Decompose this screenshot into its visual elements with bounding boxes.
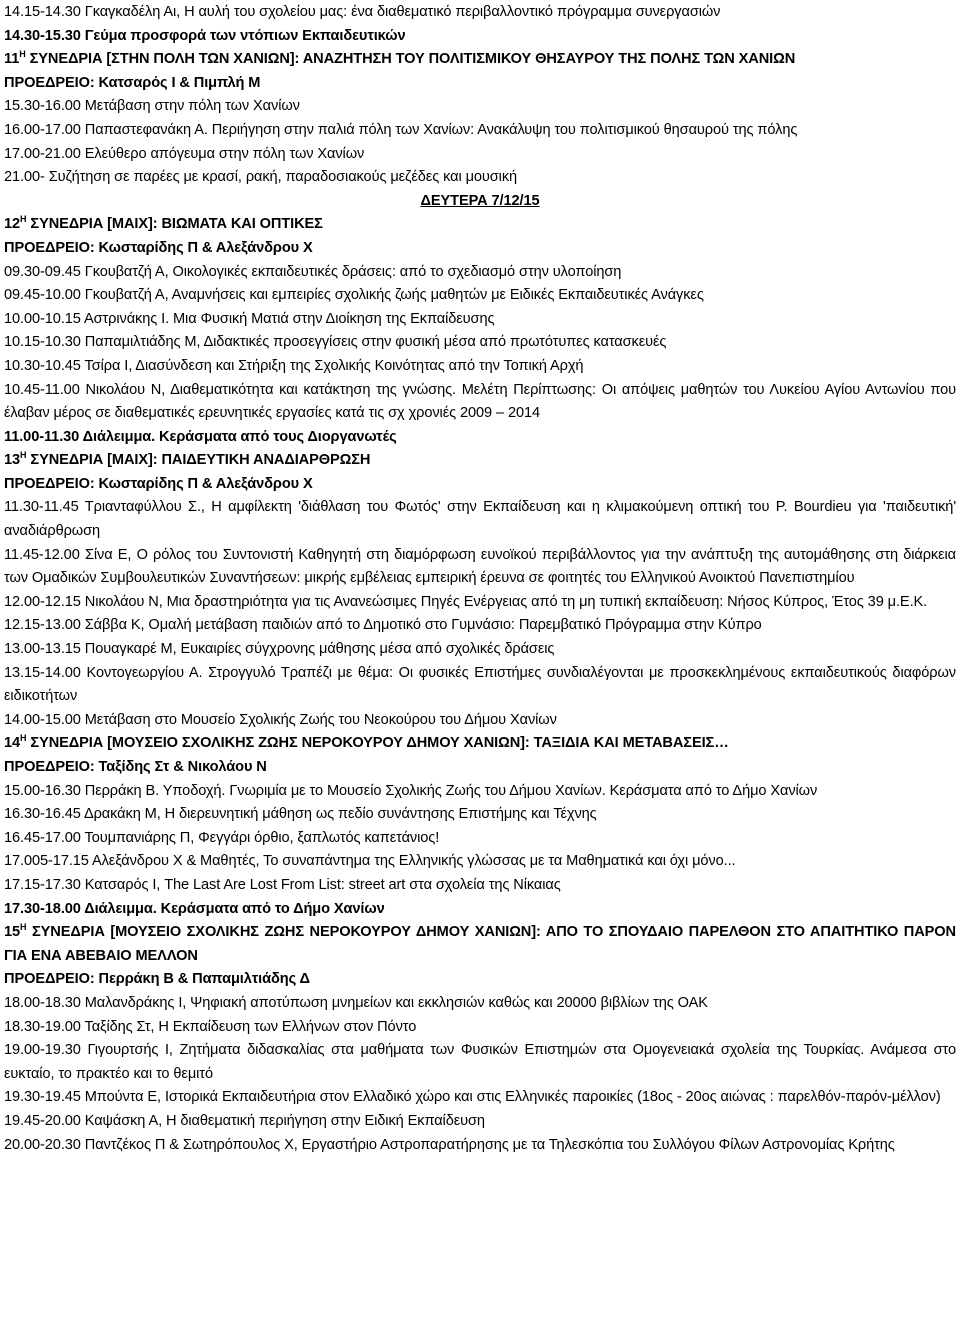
program-line	[4, 1110, 956, 1134]
line-text: 20.00-20.30 Παντζέκος Π & Σωτηρόπουλος Χ, Εργαστήριο Αστροπαρατήρησης με τα Τηλεσκόπια του Συλλόγου Φίλων Αστρονομίας Κρήτης	[4, 1136, 895, 1153]
program-line	[4, 379, 956, 426]
session-heading	[4, 48, 956, 72]
program-line	[4, 544, 956, 591]
session-heading	[4, 213, 956, 237]
line-text: 19.00-19.30 Γιγουρτσής Ι, Ζητήματα διδασκαλίας στα μαθήματα των Φυσικών Επιστημών στα Ομογενειακά σχολεία της Τουρκίας. Ανάμεσα στο ευκταίο, το πρακτέο και το θεμιτό	[4, 1042, 956, 1082]
program-line	[4, 850, 956, 874]
program-line	[4, 95, 956, 119]
program-line	[4, 662, 956, 709]
line-text: 13.15-14.00 Κοντογεωργίου Α. Στρογγυλό Τραπέζι με θέμα: Οι φυσικές Επιστήμες συνδιαλέγονται με προσκεκλημένους εκπαιδευτικούς διαφόρων ειδικοτήτων	[4, 664, 956, 705]
program-line	[4, 992, 956, 1016]
session-number: 11	[4, 51, 20, 68]
program-line	[4, 261, 956, 285]
line-text: 15.00-16.30 Περράκη Β. Υποδοχή. Γνωριμία με το Μουσείο Σχολικής Ζωής του Δήμου Χανίων. Κεράσματα από το Δήμο Χανίων	[4, 782, 818, 799]
program-line	[4, 591, 956, 615]
program-line	[4, 473, 956, 497]
line-text: 16.45-17.00 Τουμπανιάρης Π, Φεγγάρι όρθιο, ξαπλωτός καπετάνιος!	[4, 829, 440, 846]
line-text: ΣΥΝΕΔΡΙΑ [ΜΟΥΣΕΙΟ ΣΧΟΛΙΚΗΣ ΖΩΗΣ ΝΕΡΟΚΟΥΡΟΥ ΔΗΜΟΥ ΧΑΝΙΩΝ]: ΤΑΞΙΔΙΑ ΚΑΙ ΜΕΤΑΒΑΣΕΙΣ…	[26, 735, 729, 752]
program-line	[4, 119, 956, 143]
session-number-suffix: Η	[20, 922, 27, 933]
line-text: ΔΕΥΤΕΡΑ 7/12/15	[420, 192, 540, 209]
program-line	[4, 827, 956, 851]
line-text: ΣΥΝΕΔΡΙΑ [ΣΤΗΝ ΠΟΛΗ ΤΩΝ ΧΑΝΙΩΝ]: ΑΝΑΖΗΤΗΣΗ ΤΟΥ ΠΟΛΙΤΙΣΜΙΚΟΥ ΘΗΣΑΥΡΟΥ ΤΗΣ ΠΟΛΗΣ ΤΩΝ ΧΑΝΙΩΝ	[25, 51, 796, 68]
program-line	[4, 1039, 956, 1086]
line-text: 10.30-10.45 Τσίρα Ι, Διασύνδεση και Στήριξη της Σχολικής Κοινότητας από την Τοπική Αρχή	[4, 357, 584, 374]
program-line	[4, 331, 956, 355]
program-line	[4, 1134, 956, 1158]
line-text: 18.30-19.00 Ταξίδης Στ, Η Εκπαίδευση των Ελλήνων στον Πόντο	[4, 1018, 417, 1035]
session-number: 15	[4, 924, 21, 941]
line-text: 16.30-16.45 Δρακάκη Μ, Η διερευνητική μάθηση ως πεδίο συνάντησης Επιστήμης και Τέχνης	[4, 806, 597, 823]
line-text: 09.30-09.45 Γκουβατζή Α, Οικολογικές εκπαιδευτικές δράσεις: από το σχεδιασμό στην υλοποίηση	[4, 263, 622, 280]
session-number-suffix: Η	[20, 733, 27, 744]
line-text: 15.30-16.00 Μετάβαση στην πόλη των Χανίων	[4, 98, 300, 115]
program-line	[4, 756, 956, 780]
line-text: ΠΡΟΕΔΡΕΙΟ: Ταξίδης Στ & Νικολάου Ν	[4, 759, 267, 775]
session-heading	[4, 732, 956, 756]
line-text: 19.45-20.00 Καψάσκη Α, Η διαθεματική περιήγηση στην Ειδική Εκπαίδευση	[4, 1112, 485, 1129]
session-heading	[4, 449, 956, 473]
line-text: 16.00-17.00 Παπαστεφανάκη Α. Περιήγηση στην παλιά πόλη των Χανίων: Ανακάλυψη του πολιτισμικού θησαυρού της πόλης	[4, 121, 798, 138]
line-text: 17.005-17.15 Αλεξάνδρου Χ & Μαθητές, Το συναπάντημα της Ελληνικής γλώσσας με τα Μαθηματικά και όχι μόνο...	[4, 853, 736, 870]
line-text: 12.15-13.00 Σάββα Κ, Ομαλή μετάβαση παιδιών από το Δημοτικό στο Γυμνάσιο: Παρεμβατικό Πρόγραμμα στην Κύπρο	[4, 617, 762, 634]
program-line	[4, 426, 956, 450]
session-number-suffix: Η	[20, 214, 27, 225]
session-heading	[4, 921, 956, 968]
program-line	[4, 780, 956, 804]
line-text: 13.00-13.15 Πουαγκαρέ Μ, Ευκαιρίες σύγχρονης μάθησης μέσα από σχολικές δράσεις	[4, 641, 555, 658]
program-line	[4, 1016, 956, 1040]
program-line	[4, 72, 956, 96]
program-line	[4, 1086, 956, 1110]
line-text: 17.30-18.00 Διάλειμμα. Κεράσματα από το Δήμο Χανίων	[4, 900, 385, 917]
line-text: ΣΥΝΕΔΡΙΑ [ΜΑΙΧ]: ΒΙΩΜΑΤΑ ΚΑΙ ΟΠΤΙΚΕΣ	[26, 216, 323, 233]
line-text: ΠΡΟΕΔΡΕΙΟ: Περράκη Β & Παπαμιλτιάδης Δ	[4, 971, 310, 988]
program-line	[4, 143, 956, 167]
line-text: 14.00-15.00 Μετάβαση στο Μουσείο Σχολικής Ζωής του Νεοκούρου του Δήμου Χανίων	[4, 711, 557, 728]
line-text: 11.30-11.45 Τριανταφύλλου Σ., Η αμφίλεκτη 'διάθλαση του Φωτός' στην Εκπαίδευση και η κλιμακούμενη οπτική του P. Bourdieu για 'παιδευτική' αναδιάρθρωση	[4, 499, 956, 540]
program-line	[4, 1, 956, 25]
line-text: 17.15-17.30 Κατσαρός Ι, The Last Are Lost From List: street art στα σχολεία της Νίκαιας	[4, 876, 561, 893]
program-line	[4, 355, 956, 379]
program-line	[4, 614, 956, 638]
program-line	[4, 284, 956, 308]
line-text: 19.30-19.45 Μπούντα Ε, Ιστορικά Εκπαιδευτήρια στον Ελλαδικό χώρο και στις Ελληνικές παροικίες (18ος - 20ος αιώνας : παρελθόν-παρόν-μέλλον)	[4, 1089, 941, 1106]
day-heading	[4, 190, 956, 214]
session-number: 12	[4, 216, 21, 233]
program-line	[4, 874, 956, 898]
line-text: 12.00-12.15 Νικολάου Ν, Μια δραστηριότητα για τις Ανανεώσιμες Πηγές Ενέργειας από τη μη τυπική εκπαίδευση: Νήσος Κύπρος, Έτος 39 μ.Ε.Κ.	[4, 593, 928, 610]
line-text: 18.00-18.30 Μαλανδράκης Ι, Ψηφιακή αποτύπωση μνημείων και εκκλησιών καθώς και 20000 βιβλίων της ΟΑΚ	[4, 994, 708, 1011]
program-line	[4, 308, 956, 332]
program-line	[4, 898, 956, 922]
program-line	[4, 166, 956, 190]
program-line	[4, 968, 956, 992]
program-line	[4, 803, 956, 827]
line-text: 11.00-11.30 Διάλειμμα. Κεράσματα από τους Διοργανωτές	[4, 428, 397, 445]
line-text: 10.15-10.30 Παπαμιλτιάδης Μ, Διδακτικές προσεγγίσεις στην φυσική μέσα από πρωτότυπες κατασκευές	[4, 334, 667, 351]
program-line	[4, 638, 956, 662]
line-text: 10.00-10.15 Αστρινάκης Ι. Μια Φυσική Ματιά στην Διοίκηση της Εκπαίδευσης	[4, 310, 495, 327]
program-line	[4, 25, 956, 49]
line-text: 10.45-11.00 Νικολάου Ν, Διαθεματικότητα και κατάκτηση της γνώσης. Μελέτη Περίπτωσης: Οι απόψεις μαθητών του Λυκείου Αγίου Αντωνίου που έλαβαν μέρος σε διαθεματικές ερευνητικές εργασίες κατά τις σχ χρονιές 2009 – 2014	[4, 381, 956, 422]
line-text: ΣΥΝΕΔΡΙΑ [ΜΑΙΧ]: ΠΑΙΔΕΥΤΙΚΗ ΑΝΑΔΙΑΡΘΡΩΣΗ	[26, 452, 371, 469]
session-number: 13	[4, 452, 21, 469]
line-text: 17.00-21.00 Ελεύθερο απόγευμα στην πόλη των Χανίων	[4, 145, 365, 162]
line-text: ΠΡΟΕΔΡΕΙΟ: Κατσαρός Ι & Πιμπλή Μ	[4, 74, 261, 91]
line-text: 09.45-10.00 Γκουβατζή Α, Αναμνήσεις και εμπειρίες σχολικής ζωής μαθητών με Ειδικές Εκπαιδευτικές Ανάγκες	[4, 287, 704, 304]
line-text: 14.15-14.30 Γκαγκαδέλη Αι, Η αυλή του σχολείου μας: ένα διαθεματικό περιβαλλοντικό πρόγραμμα συνεργασιών	[4, 4, 721, 20]
program-line	[4, 709, 956, 733]
line-text: ΣΥΝΕΔΡΙΑ [ΜΟΥΣΕΙΟ ΣΧΟΛΙΚΗΣ ΖΩΗΣ ΝΕΡΟΚΟΥΡΟΥ ΔΗΜΟΥ ΧΑΝΙΩΝ]: ΑΠΟ ΤΟ ΣΠΟΥΔΑΙΟ ΠΑΡΕΛΘΟΝ ΣΤΟ ΑΠΑΙΤΗΤΙΚΟ ΠΑΡΟΝ ΓΙΑ ΕΝΑ ΑΒΕΒΑΙΟ ΜΕΛΛΟΝ	[4, 924, 956, 964]
line-text: ΠΡΟΕΔΡΕΙΟ: Κωσταρίδης Π & Αλεξάνδρου Χ	[4, 475, 313, 492]
session-number-suffix: Η	[20, 450, 27, 461]
line-text: ΠΡΟΕΔΡΕΙΟ: Κωσταρίδης Π & Αλεξάνδρου Χ	[4, 239, 313, 256]
line-text: 21.00- Συζήτηση σε παρέες με κρασί, ρακή, παραδοσιακούς μεζέδες και μουσική	[4, 169, 518, 186]
session-number-suffix: Η	[19, 49, 26, 60]
line-text: 14.30-15.30 Γεύμα προσφορά των ντόπιων Εκπαιδευτικών	[4, 27, 406, 44]
line-text: 11.45-12.00 Σίνα Ε, Ο ρόλος του Συντονιστή Καθηγητή στη διαμόρφωση ευνοϊκού περιβάλλοντος για την ανάπτυξη της αυτομάθησης στη διάρκεια των Ομαδικών Συμβουλευτικών Συναντήσεων: μικρής εμβέλειας εμπειρική έρευνα σε φοιτητές του Ελληνικού Ανοικτού Πανεπιστημίου	[4, 546, 956, 587]
program-line	[4, 237, 956, 261]
session-number: 14	[4, 735, 21, 752]
program-line	[4, 496, 956, 543]
